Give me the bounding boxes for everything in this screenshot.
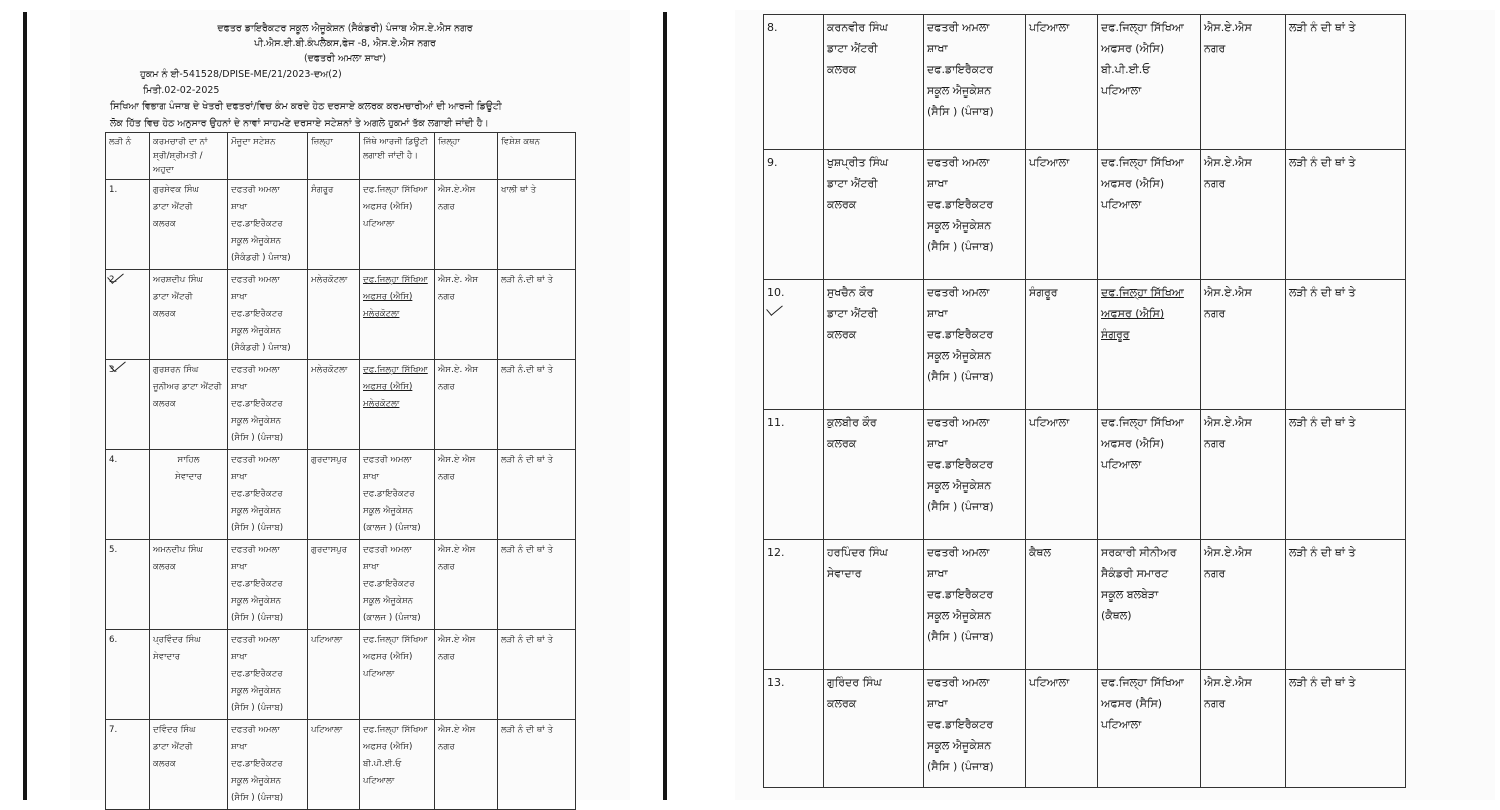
remarks-cell: ਲੜੀ ਨੰ.ਦੀ ਥਾਂ ਤੇ <box>498 270 576 360</box>
duty-district-cell: ਐਸ.ਏ ਐਸ ਨਗਰ <box>435 540 498 630</box>
current-station-cell: ਦਫਤਰੀ ਅਮਲਾ ਸ਼ਾਖਾ ਦਫ.ਡਾਇਰੈਕਟਰ ਸਕੂਲ ਐਜੂਕੇਸ਼ਨ (ਸੈਸਿ ) (ਪੰਜਾਬ) <box>924 150 1026 280</box>
serial-no-cell: 6. <box>106 630 150 720</box>
duty-district-cell: ਐਸ.ਏ ਐਸ ਨਗਰ <box>435 720 498 810</box>
duty-place-cell: ਦਫ.ਜਿਲ੍ਹਾ ਸਿੱਖਿਆ ਅਫਸਰ (ਐਸਿ) ਸੰਗਰੂਰ <box>1098 280 1201 410</box>
district-cell: ਮਲੇਰਕੋਟਲਾ <box>308 270 360 360</box>
employee-name-cell: ਸਾਹਿਲ ਸੇਵਾਦਾਰ <box>150 450 228 540</box>
order-date: ਮਿਤੀ.02-02-2025 <box>143 85 220 96</box>
duty-place-cell: ਦਫ.ਜਿਲ੍ਹਾ ਸਿੱਖਿਆ ਅਫਸਰ (ਸੈਸਿ) ਪਟਿਆਲਾ <box>1098 670 1201 788</box>
district-cell: ਪਟਿਆਲਾ <box>1026 150 1098 280</box>
duty-district-cell: ਐਸ.ਏ ਐਸ ਨਗਰ <box>435 630 498 720</box>
duty-district-cell: ਐਸ.ਏ.ਐਸ ਨਗਰ <box>1201 410 1286 540</box>
remarks-cell: ਲੜੀ ਨੰ ਦੀ ਥਾਂ ਤੇ <box>1286 15 1406 150</box>
intro-line-1: ਸਿਖਿਆ ਵਿਭਾਗ ਪੰਜਾਬ ਦੇ ਖੇਤਰੀ ਦਫਤਰਾਂ/ਵਿਚ ਕੰਮ ਕਰਦੇ ਹੇਠ ਦਰਸਾਏ ਕਲਰਕ ਕਰਮਚਾਰੀਆਂ ਦੀ ਆਰਜੀ ਡਿਊਟੀ <box>110 101 502 112</box>
duty-district-cell: ਐਸ.ਏ.ਐਸ ਨਗਰ <box>435 180 498 270</box>
scan-border-left <box>23 12 27 800</box>
duty-place-cell: ਦਫ.ਜਿਲ੍ਹਾ ਸਿੱਖਿਆ ਅਫਸਰ (ਐਸਿ) ਪਟਿਆਲਾ <box>1098 150 1201 280</box>
table-row <box>106 630 576 720</box>
col-header-station: ਮੌਜੂਦਾ ਸਟੇਸ਼ਨ <box>228 133 308 180</box>
current-station-cell: ਦਫਤਰੀ ਅਮਲਾ ਸ਼ਾਖਾ ਦਫ.ਡਾਇਰੈਕਟਰ ਸਕੂਲ ਐਜੂਕੇਸ਼ਨ (ਸੈਕੰਡਰੀ ) ਪੰਜਾਬ) <box>228 270 308 360</box>
current-station-cell: ਦਫਤਰੀ ਅਮਲਾ ਸ਼ਾਖਾ ਦਫ.ਡਾਇਰੈਕਟਰ ਸਕੂਲ ਐਜੂਕੇਸ਼ਨ (ਸੈਸਿ ) (ਪੰਜਾਬ) <box>924 15 1026 150</box>
serial-no-cell: 8. <box>764 15 824 150</box>
duty-place-cell: ਦਫ.ਜਿਲ੍ਹਾ ਸਿੱਖਿਆ ਅਫਸਰ (ਐਸਿ) ਬੀ.ਪੀ.ਈ.ਓ ਪਟਿਆਲਾ <box>1098 15 1201 150</box>
table-row <box>106 450 576 540</box>
remarks-cell: ਲੜੀ ਨੰ ਦੀ ਥਾਂ ਤੇ <box>1286 150 1406 280</box>
duty-district-cell: ਐਸ.ਏ. ਐਸ ਨਗਰ <box>435 270 498 360</box>
duty-district-cell: ਐਸ.ਏ.ਐਸ ਨਗਰ <box>1201 15 1286 150</box>
current-station-cell: ਦਫਤਰੀ ਅਮਲਾ ਸ਼ਾਖਾ ਦਫ.ਡਾਇਰੈਕਟਰ ਸਕੂਲ ਐਜੂਕੇਸ਼ਨ (ਸੈਸਿ ) (ਪੰਜਾਬ) <box>228 630 308 720</box>
remarks-cell: ਖਾਲੀ ਥਾਂ ਤੇ <box>498 180 576 270</box>
duty-district-cell: ਐਸ.ਏ.ਐਸ ਨਗਰ <box>1201 280 1286 410</box>
col-header-remarks: ਵਿਸ਼ੇਸ਼ ਕਥਨ <box>498 133 576 180</box>
district-cell: ਪਟਿਆਲਾ <box>1026 410 1098 540</box>
serial-no-cell: 10. <box>764 280 824 410</box>
remarks-cell: ਲੜੀ ਨੰ ਦੀ ਥਾਂ ਤੇ <box>1286 410 1406 540</box>
current-station-cell: ਦਫਤਰੀ ਅਮਲਾ ਸ਼ਾਖਾ ਦਫ.ਡਾਇਰੈਕਟਰ ਸਕੂਲ ਐਜੂਕੇਸ਼ਨ (ਸੈਸਿ ) (ਪੰਜਾਬ) <box>228 450 308 540</box>
duty-place-cell: ਦਫ.ਜਿਲ੍ਹਾ ਸਿੱਖਿਆ ਅਫਸਰ (ਐਸਿ) ਪਟਿਆਲਾ <box>360 630 435 720</box>
serial-no-cell: 11. <box>764 410 824 540</box>
employee-name-cell: ਦਵਿੰਦਰ ਸਿੰਘ ਡਾਟਾ ਐਂਟਰੀ ਕਲਰਕ <box>150 720 228 810</box>
employee-name-cell: ਸੁਖਚੈਨ ਕੌਰ ਡਾਟਾ ਐਂਟਰੀ ਕਲਰਕ <box>824 280 924 410</box>
employee-name-cell: ਗੁਰਿੰਦਰ ਸਿੰਘ ਕਲਰਕ <box>824 670 924 788</box>
employee-name-cell: ਹਰਪਿੰਦਰ ਸਿੰਘ ਸੇਵਾਦਾਰ <box>824 540 924 670</box>
duty-table-right <box>763 14 1406 788</box>
district-cell: ਪਟਿਆਲਾ <box>1026 670 1098 788</box>
remarks-cell: ਲੜੀ ਨੰ ਦੀ ਥਾਂ ਤੇ <box>1286 670 1406 788</box>
intro-line-2: ਲੋਕ ਹਿੱਤ ਵਿਚ ਹੇਠ ਅਨੁਸਾਰ ਉਹਨਾਂ ਦੇ ਨਾਵਾਂ ਸਾਹਮਣੇ ਦਰਸਾਏ ਸਟੇਸ਼ਨਾਂ ਤੇ ਅਗਲੇ ਹੁਕਮਾਂ ਤੱਕ ਲਗਾਈ ਜਾਂਦੀ ਹੈ। <box>110 118 489 129</box>
remarks-cell: ਲੜੀ ਨੰ ਦੀ ਥਾਂ ਤੇ <box>498 450 576 540</box>
employee-name-cell: ਅਮਨਦੀਪ ਸਿੰਘ ਕਲਰਕ <box>150 540 228 630</box>
office-address: ਪੀ.ਐਸ.ਈ.ਬੀ.ਕੰਪਲੈਕਸ,ਫੇਜ -8, ਐਸ.ਏ.ਐਸ ਨਗਰ <box>254 38 436 49</box>
remarks-cell: ਲੜੀ ਨੰ ਦੀ ਥਾਂ ਤੇ <box>1286 280 1406 410</box>
duty-place-cell: ਦਫਤਰੀ ਅਮਲਾ ਸ਼ਾਖਾ ਦਫ.ਡਾਇਰੈਕਟਰ ਸਕੂਲ ਐਜੂਕੇਸ਼ਨ (ਕਾਲਜ ) (ਪੰਜਾਬ) <box>360 450 435 540</box>
table-row <box>764 670 1406 788</box>
table-row <box>106 270 576 360</box>
district-cell: ਮਲੇਰਕੋਟਲਾ <box>308 360 360 450</box>
current-station-cell: ਦਫਤਰੀ ਅਮਲਾ ਸ਼ਾਖਾ ਦਫ.ਡਾਇਰੈਕਟਰ ਸਕੂਲ ਐਜੂਕੇਸ਼ਨ (ਸੈਸਿ ) (ਪੰਜਾਬ) <box>924 540 1026 670</box>
duty-place-cell: ਦਫ.ਜਿਲ੍ਹਾ ਸਿੱਖਿਆ ਅਫਸਰ (ਐਸਿ) ਪਟਿਆਲਾ <box>360 180 435 270</box>
duty-place-cell: ਦਫ.ਜਿਲ੍ਹਾ ਸਿੱਖਿਆ ਅਫਸਰ (ਐਸਿ) ਮਲੇਰਕੋਟਲਾ <box>360 360 435 450</box>
employee-name-cell: ਕਰਨਵੀਰ ਸਿੰਘ ਡਾਟਾ ਐਂਟਰੀ ਕਲਰਕ <box>824 15 924 150</box>
duty-place-cell: ਦਫ.ਜਿਲ੍ਹਾ ਸਿੱਖਿਆ ਅਫਸਰ (ਐਸਿ) ਪਟਿਆਲਾ <box>1098 410 1201 540</box>
scan-divider <box>663 12 667 800</box>
remarks-cell: ਲੜੀ ਨੰ.ਦੀ ਥਾਂ ਤੇ <box>498 360 576 450</box>
employee-name-cell: ਪ੍ਰਵਿੰਦਰ ਸਿੰਘ ਸੇਵਾਦਾਰ <box>150 630 228 720</box>
col-header-name: ਕਰਮਚਾਰੀ ਦਾ ਨਾਂ ਸ਼੍ਰੀ/ਸ਼੍ਰੀਮਤੀ / ਅਹੁਦਾ <box>150 133 228 180</box>
current-station-cell: ਦਫਤਰੀ ਅਮਲਾ ਸ਼ਾਖਾ ਦਫ.ਡਾਇਰੈਕਟਰ ਸਕੂਲ ਐਜੂਕੇਸ਼ਨ (ਸੈਸਿ ) (ਪੰਜਾਬ) <box>228 720 308 810</box>
serial-no-cell: 4. <box>106 450 150 540</box>
table-row <box>106 540 576 630</box>
table-header-row <box>106 133 576 180</box>
district-cell: ਪਟਿਆਲਾ <box>1026 15 1098 150</box>
col-header-serial: ਲੜੀ ਨੰ <box>106 133 150 180</box>
order-number: ਹੁਕਮ ਨੰ ਈ-541528/DPISE-ME/21/2023-ਦਅ(2) <box>140 69 342 80</box>
remarks-cell: ਲੜੀ ਨੰ ਦੀ ਥਾਂ ਤੇ <box>498 540 576 630</box>
current-station-cell: ਦਫਤਰੀ ਅਮਲਾ ਸ਼ਾਖਾ ਦਫ.ਡਾਇਰੈਕਟਰ ਸਕੂਲ ਐਜੂਕੇਸ਼ਨ (ਸੈਸਿ ) (ਪੰਜਾਬ) <box>228 360 308 450</box>
duty-place-cell: ਸਰਕਾਰੀ ਸੀਨੀਅਰ ਸੈਕੰਡਰੀ ਸਮਾਰਟ ਸਕੂਲ ਬਲਬੇੜਾ (ਕੈਥਲ) <box>1098 540 1201 670</box>
district-cell: ਗੁਰਦਾਸਪੁਰ <box>308 540 360 630</box>
duty-place-cell: ਦਫ.ਜਿਲ੍ਹਾ ਸਿੱਖਿਆ ਅਫਸਰ (ਐਸਿ) ਮਲੇਰਕੋਟਲਾ <box>360 270 435 360</box>
duty-district-cell: ਐਸ.ਏ.ਐਸ ਨਗਰ <box>1201 150 1286 280</box>
serial-no-cell: 9. <box>764 150 824 280</box>
employee-name-cell: ਗੁਰਸੇਵਕ ਸਿੰਘ ਡਾਟਾ ਐਂਟਰੀ ਕਲਰਕ <box>150 180 228 270</box>
current-station-cell: ਦਫਤਰੀ ਅਮਲਾ ਸ਼ਾਖਾ ਦਫ.ਡਾਇਰੈਕਟਰ ਸਕੂਲ ਐਜੂਕੇਸ਼ਨ (ਸੈਸਿ ) (ਪੰਜਾਬ) <box>228 540 308 630</box>
table-row <box>106 360 576 450</box>
duty-district-cell: ਐਸ.ਏ. ਐਸ ਨਗਰ <box>435 360 498 450</box>
duty-place-cell: ਦਫ.ਜਿਲ੍ਹਾ ਸਿੱਖਿਆ ਅਫਸਰ (ਐਸਿ) ਬੀ.ਪੀ.ਈ.ਓ ਪਟਿਆਲਾ <box>360 720 435 810</box>
col-header-duty-district: ਜ਼ਿਲ੍ਹਾ <box>435 133 498 180</box>
employee-name-cell: ਗੁਰਸ਼ਰਨ ਸਿੰਘ ਜੂਨੀਅਰ ਡਾਟਾ ਐਂਟਰੀ ਕਲਰਕ <box>150 360 228 450</box>
table-row <box>764 410 1406 540</box>
remarks-cell: ਲੜੀ ਨੰ ਦੀ ਥਾਂ ਤੇ <box>498 630 576 720</box>
table-row <box>106 720 576 810</box>
district-cell: ਗੁਰਦਾਸਪੁਰ <box>308 450 360 540</box>
table-row <box>764 280 1406 410</box>
remarks-cell: ਲੜੀ ਨੰ ਦੀ ਥਾਂ ਤੇ <box>498 720 576 810</box>
district-cell: ਸੰਗਰੂਰ <box>308 180 360 270</box>
duty-place-cell: ਦਫਤਰੀ ਅਮਲਾ ਸ਼ਾਖਾ ਦਫ.ਡਾਇਰੈਕਟਰ ਸਕੂਲ ਐਜੂਕੇਸ਼ਨ (ਕਾਲਜ ) (ਪੰਜਾਬ) <box>360 540 435 630</box>
duty-district-cell: ਐਸ.ਏ ਐਸ ਨਗਰ <box>435 450 498 540</box>
current-station-cell: ਦਫਤਰੀ ਅਮਲਾ ਸ਼ਾਖਾ ਦਫ.ਡਾਇਰੈਕਟਰ ਸਕੂਲ ਐਜੂਕੇਸ਼ਨ (ਸੈਸਿ ) (ਪੰਜਾਬ) <box>924 670 1026 788</box>
serial-no-cell: 12. <box>764 540 824 670</box>
serial-no-cell: 3. <box>106 360 150 450</box>
office-name: ਦਫਤਰ ਡਾਇਰੈਕਟਰ ਸਕੂਲ ਐਜੂਕੇਸ਼ਨ (ਸੈਕੰਡਰੀ) ਪੰਜਾਬ ਐਸ.ਏ.ਐਸ ਨਗਰ <box>217 23 473 34</box>
col-header-duty-place: ਜਿੱਥੇ ਆਰਜੀ ਡਿਊਟੀ ਲਗਾਈ ਜਾਂਦੀ ਹੈ। <box>360 133 435 180</box>
table-row <box>106 180 576 270</box>
table-row <box>764 150 1406 280</box>
employee-name-cell: ਕੁਲਬੀਰ ਕੌਰ ਕਲਰਕ <box>824 410 924 540</box>
remarks-cell: ਲੜੀ ਨੰ ਦੀ ਥਾਂ ਤੇ <box>1286 540 1406 670</box>
serial-no-cell: 5. <box>106 540 150 630</box>
district-cell: ਪਟਿਆਲਾ <box>308 720 360 810</box>
duty-district-cell: ਐਸ.ਏ.ਐਸ ਨਗਰ <box>1201 670 1286 788</box>
serial-no-cell: 13. <box>764 670 824 788</box>
current-station-cell: ਦਫਤਰੀ ਅਮਲਾ ਸ਼ਾਖਾ ਦਫ.ਡਾਇਰੈਕਟਰ ਸਕੂਲ ਐਜੂਕੇਸ਼ਨ (ਸੈਸਿ ) (ਪੰਜਾਬ) <box>924 280 1026 410</box>
current-station-cell: ਦਫਤਰੀ ਅਮਲਾ ਸ਼ਾਖਾ ਦਫ.ਡਾਇਰੈਕਟਰ ਸਕੂਲ ਐਜੂਕੇਸ਼ਨ (ਸੈਸਿ ) (ਪੰਜਾਬ) <box>924 410 1026 540</box>
district-cell: ਕੈਥਲ <box>1026 540 1098 670</box>
employee-name-cell: ਅਰਸ਼ਦੀਪ ਸਿੰਘ ਡਾਟਾ ਐਂਟਰੀ ਕਲਰਕ <box>150 270 228 360</box>
serial-no-cell: 2. <box>106 270 150 360</box>
district-cell: ਪਟਿਆਲਾ <box>308 630 360 720</box>
employee-name-cell: ਖੁਸ਼ਪ੍ਰੀਤ ਸਿੰਘ ਡਾਟਾ ਐਂਟਰੀ ਕਲਰਕ <box>824 150 924 280</box>
table-row <box>764 540 1406 670</box>
serial-no-cell: 7. <box>106 720 150 810</box>
current-station-cell: ਦਫਤਰੀ ਅਮਲਾ ਸ਼ਾਖਾ ਦਫ.ਡਾਇਰੈਕਟਰ ਸਕੂਲ ਐਜੂਕੇਸ਼ਨ (ਸੈਕੰਡਰੀ ) ਪੰਜਾਬ) <box>228 180 308 270</box>
office-branch: (ਦਫਤਰੀ ਅਮਲਾ ਸ਼ਾਖਾ) <box>303 53 387 64</box>
table-row <box>764 15 1406 150</box>
district-cell: ਸੰਗਰੂਰ <box>1026 280 1098 410</box>
duty-district-cell: ਐਸ.ਏ.ਐਸ ਨਗਰ <box>1201 540 1286 670</box>
col-header-district: ਜ਼ਿਲ੍ਹਾ <box>308 133 360 180</box>
duty-table-left <box>105 132 576 810</box>
serial-no-cell: 1. <box>106 180 150 270</box>
